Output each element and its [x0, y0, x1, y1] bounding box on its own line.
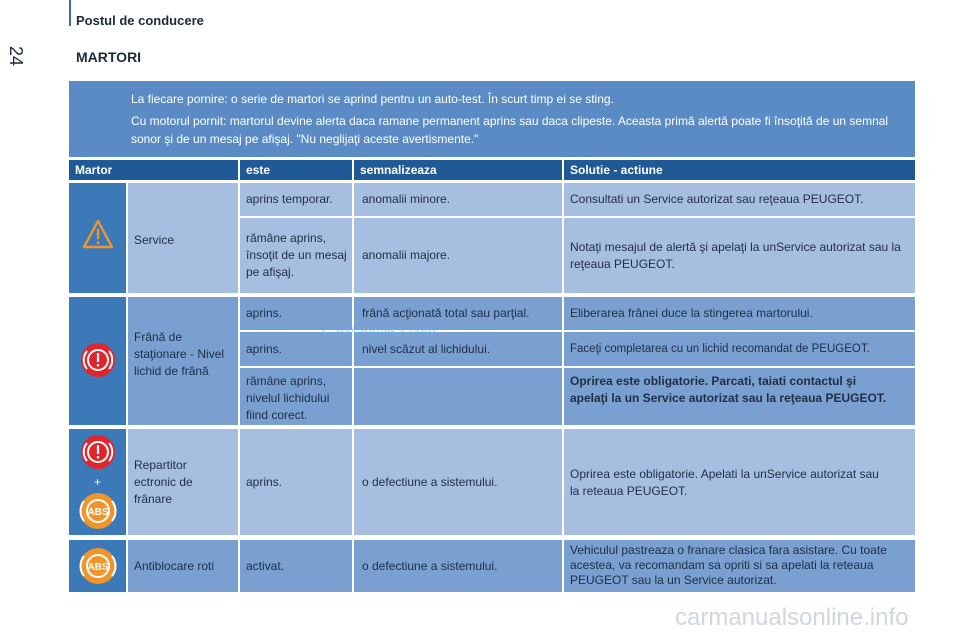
signal-cell: anomalii minore.: [354, 183, 562, 216]
state-cell: activat.: [240, 540, 352, 592]
signal-cell: [354, 368, 562, 425]
abs-icon: [78, 547, 118, 585]
icon-cell-abs: [69, 540, 126, 592]
column-header-state: este: [240, 160, 352, 180]
action-cell: Notaţi mesajul de alertă şi apelaţi la unService autorizat sau la reţeaua PEUGEOT.: [564, 218, 915, 293]
warning-name-ebd: Repartitor ectronic de frânare: [128, 429, 238, 535]
brake-warning-icon: [80, 434, 116, 470]
action-cell: Faceţi completarea cu un lichid recomandat de PEUGEOT.: [564, 332, 915, 366]
warning-name-abs: Antiblocare roti: [128, 540, 238, 592]
column-header-signal: semnalizeaza: [354, 160, 562, 180]
state-cell: aprins.: [240, 332, 352, 366]
state-cell: rămâne aprins, însoţit de un mesaj pe afişaj.: [240, 218, 352, 293]
warning-triangle-icon: [82, 219, 114, 249]
intro-line-2: Cu motorul pornit: martorul devine alerta daca ramane permanent aprins sau daca clipeste. Aceasta primă alertă poate fi însoţită de un semnal sonor şi de un mesaj pe afişaj. "Nu neglijaţi aceste avertismente.": [131, 114, 889, 146]
signal-cell: o defectiune a sistemului.: [354, 540, 562, 592]
column-header-martor: Martor: [69, 160, 238, 180]
intro-line-1: La fiecare pornire: o serie de martori se aprind pentru un auto-test. În scurt timp ei se sting.: [131, 92, 614, 106]
signal-cell: o defectiune a sistemului.: [354, 429, 562, 535]
page-title: MARTORI: [76, 49, 142, 65]
icon-cell-service: [69, 183, 126, 293]
brake-warning-icon: [80, 342, 116, 378]
warning-name-service: Service: [128, 183, 238, 293]
signal-cell: anomalii majore.: [354, 218, 562, 293]
signal-cell: frână acţionată total sau parţial.: [354, 297, 562, 330]
abs-icon: [78, 492, 118, 530]
watermark-footer: carmanualsonline.info: [675, 604, 909, 631]
column-header-action: Solutie - actiune: [564, 160, 915, 180]
icon-cell-brake: [69, 297, 126, 425]
state-cell: aprins temporar.: [240, 183, 352, 216]
state-cell: rămâne aprins, nivelul lichidului fiind corect.: [240, 368, 352, 425]
action-cell: Consultati un Service autorizat sau reţeaua PEUGEOT.: [564, 183, 915, 216]
state-cell: aprins.: [240, 429, 352, 535]
plus-sign: +: [94, 475, 102, 489]
signal-cell: nivel scăzut al lichidului.: [354, 332, 562, 366]
abs-icon-label: ABS: [87, 507, 109, 518]
watermark-center: CarManuals2.com: [322, 323, 436, 339]
state-cell: aprins.: [240, 297, 352, 330]
action-cell: Oprirea este obligatorie. Apelati la unService autorizat sau la reteaua PEUGEOT.: [564, 429, 915, 535]
action-cell: Vehiculul pastreaza o franare clasica fara asistare. Cu toate acestea, va recomandam sa opriti si sa apelati la reteaua PEUGEOT sau la un Service autorizat.: [564, 540, 915, 592]
warning-name-brake: Frână de staţionare - Nivel lichid de frână: [128, 297, 238, 425]
abs-icon-label: ABS: [87, 562, 109, 573]
intro-box: [69, 81, 915, 157]
page-number: 24: [6, 46, 26, 67]
icon-cell-ebd: [69, 429, 126, 535]
section-title: Postul de conducere: [76, 13, 204, 28]
action-cell: Eliberarea frânei duce la stingerea martorului.: [564, 297, 915, 330]
action-cell: Oprirea este obligatorie. Parcati, taiati contactul şi apelaţi la un Service autorizat sau la reţeaua PEUGEOT.: [564, 368, 915, 425]
margin-accent-bar: [69, 0, 71, 26]
